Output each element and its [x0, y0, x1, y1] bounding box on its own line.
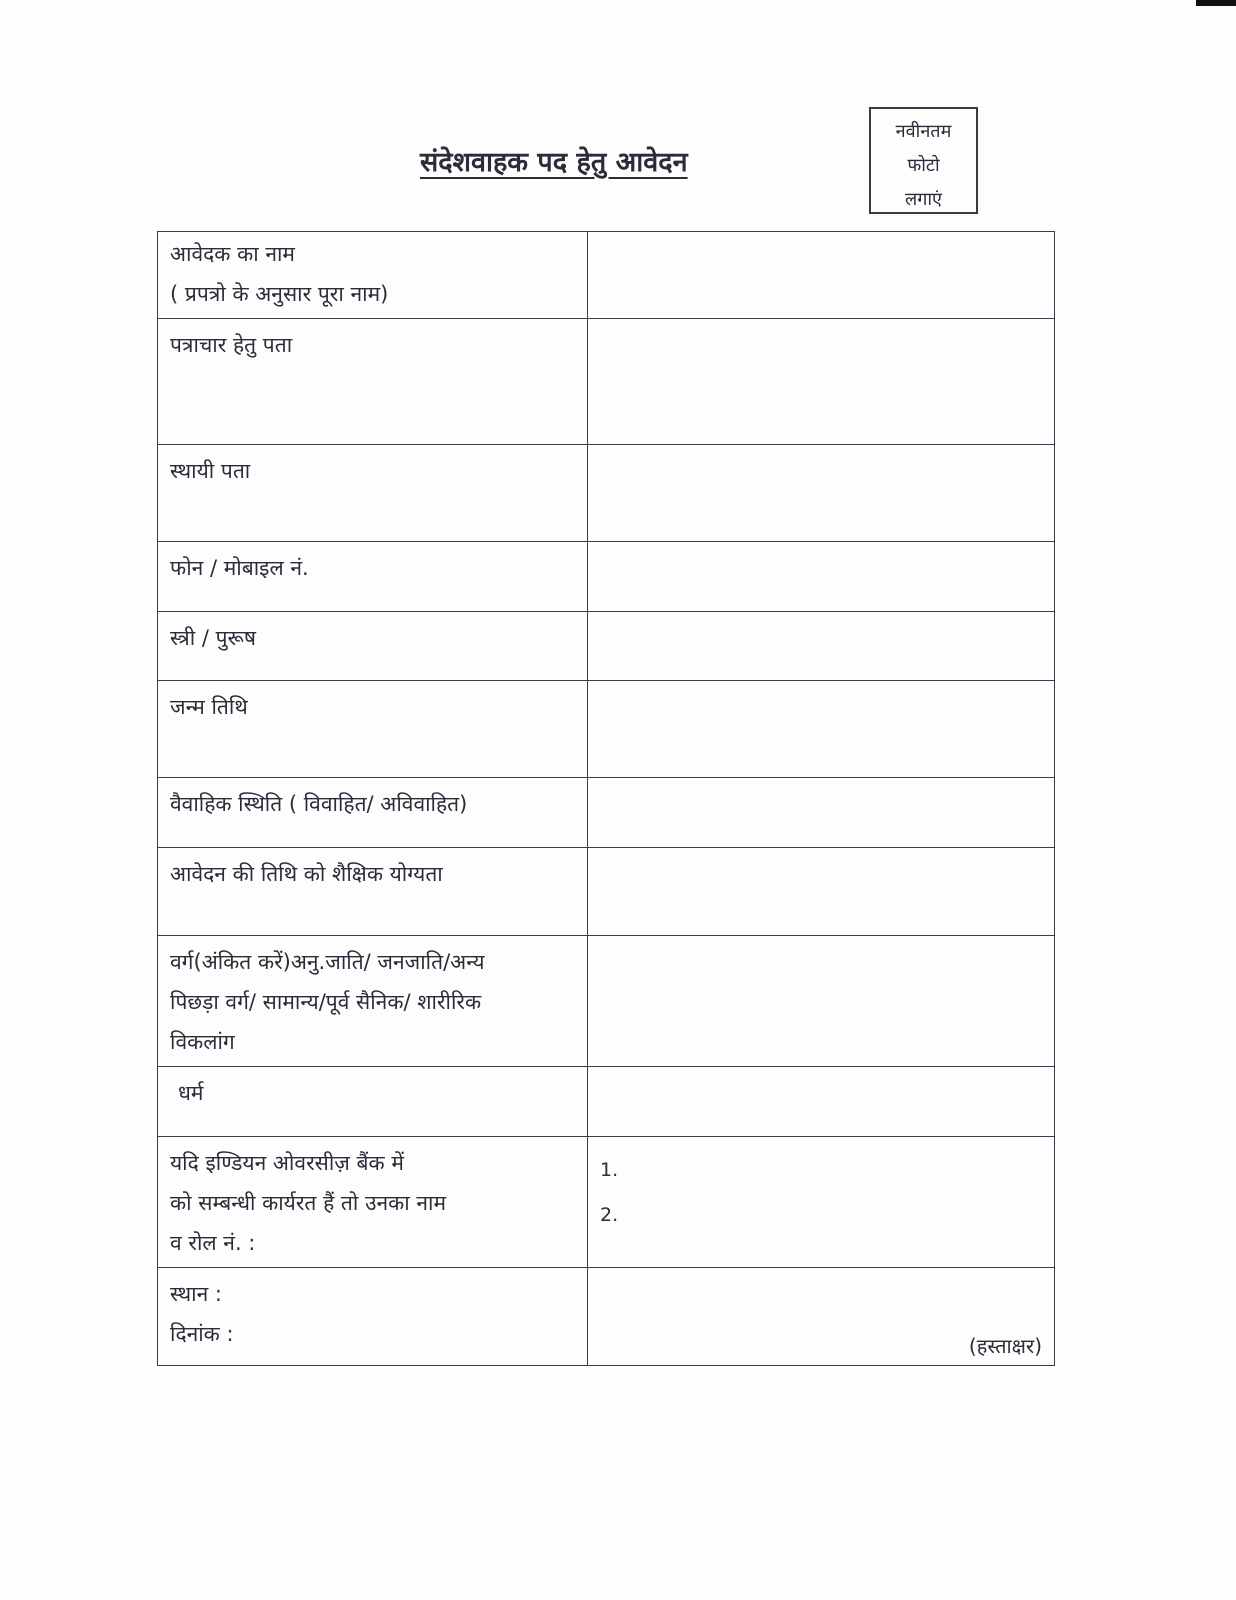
- label-education: आवेदन की तिथि को शैक्षिक योग्यता: [158, 848, 588, 936]
- relative-entry-2: 2.: [600, 1204, 619, 1226]
- row-marital-status: [158, 778, 1055, 848]
- field-phone[interactable]: [588, 542, 1055, 612]
- signature-label: (हस्ताक्षर): [968, 1334, 1042, 1358]
- field-signature[interactable]: [588, 1268, 1055, 1366]
- photo-box-line2: फोटो: [907, 155, 940, 176]
- field-dob[interactable]: [588, 681, 1055, 778]
- row-gender: [158, 612, 1055, 681]
- label-date: दिनांक :: [170, 1322, 234, 1346]
- field-permanent-address[interactable]: [588, 445, 1055, 542]
- field-education[interactable]: [588, 848, 1055, 936]
- photo-box: [869, 107, 978, 214]
- row-phone: [158, 542, 1055, 612]
- label-category-line3: विकलांग: [170, 1030, 235, 1054]
- photo-box-line3: लगाएं: [905, 189, 942, 210]
- row-dob: [158, 681, 1055, 778]
- row-education: [158, 848, 1055, 936]
- row-correspondence-address: [158, 319, 1055, 445]
- label-marital-status: वैवाहिक स्थिति ( विवाहित/ अविवाहित): [158, 778, 588, 848]
- label-gender: स्त्री / पुरूष: [158, 612, 588, 681]
- row-permanent-address: [158, 445, 1055, 542]
- label-place-date: [158, 1268, 588, 1366]
- field-gender[interactable]: [588, 612, 1055, 681]
- label-phone: फोन / मोबाइल नं.: [158, 542, 588, 612]
- label-name-line2: ( प्रपत्रो के अनुसार पूरा नाम): [170, 282, 389, 306]
- relative-entry-1: 1.: [600, 1159, 619, 1181]
- label-category: [158, 936, 588, 1067]
- field-relatives[interactable]: [588, 1137, 1055, 1268]
- label-relatives: [158, 1137, 588, 1268]
- field-category[interactable]: [588, 936, 1055, 1067]
- label-relatives-line2: को सम्बन्धी कार्यरत हैं तो उनका नाम: [170, 1191, 447, 1215]
- label-category-line2: पिछड़ा वर्ग/ सामान्य/पूर्व सैनिक/ शारीरिक: [170, 990, 482, 1014]
- label-religion-text: धर्म: [178, 1081, 204, 1105]
- row-place-date: [158, 1268, 1055, 1366]
- label-correspondence-address: पत्राचार हेतु पता: [158, 319, 588, 445]
- field-religion[interactable]: [588, 1067, 1055, 1137]
- label-name-line1: आवेदक का नाम: [170, 242, 295, 266]
- label-category-line1: वर्ग(अंकित करें)अनु.जाति/ जनजाति/अन्य: [170, 950, 485, 974]
- label-place: स्थान :: [170, 1282, 223, 1306]
- application-form-table: [157, 231, 1055, 1366]
- label-relatives-line3: व रोल नं. :: [170, 1231, 256, 1255]
- label-name: [158, 232, 588, 319]
- photo-box-line1: नवीनतम: [895, 121, 952, 142]
- label-dob: जन्म तिथि: [158, 681, 588, 778]
- row-name: [158, 232, 1055, 319]
- label-relatives-line1: यदि इण्डियन ओवरसीज़ बैंक में: [170, 1151, 404, 1175]
- label-religion: [158, 1067, 588, 1137]
- field-marital-status[interactable]: [588, 778, 1055, 848]
- label-permanent-address: स्थायी पता: [158, 445, 588, 542]
- row-category: [158, 936, 1055, 1067]
- row-religion: [158, 1067, 1055, 1137]
- field-correspondence-address[interactable]: [588, 319, 1055, 445]
- scan-edge-mark: [1196, 0, 1236, 6]
- row-relatives: [158, 1137, 1055, 1268]
- field-name[interactable]: [588, 232, 1055, 319]
- form-title: संदेशवाहक पद हेतु आवेदन: [420, 147, 688, 178]
